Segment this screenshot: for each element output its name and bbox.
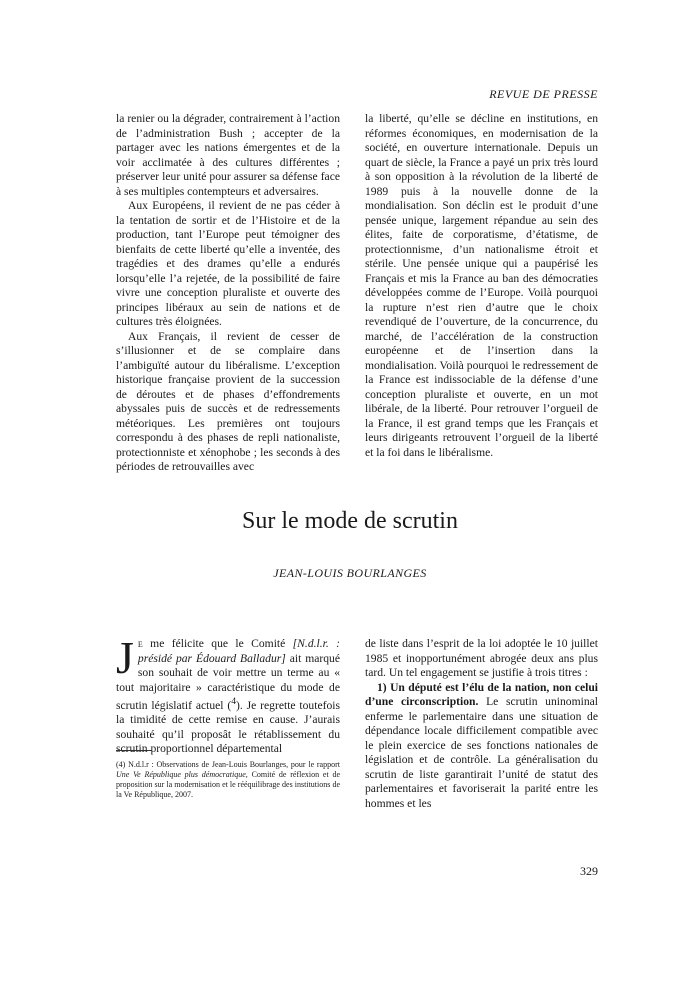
paragraph: la liberté, qu’elle se décline en institutions, en réformes économiques, en modernisation de la société, en ouverture internationale. Depuis un quart de siècle, la France a payé un prix très lourd à son opposition à la révolution de la liberté de 1989 puis à la nouvelle donne de la mondialisation. Son déclin est le produit d’une pensée unique, largement répandue au sein des élites, faite de corporatisme, d’étatisme, de protectionnisme, d’un nationalisme étroit et stérile. Une pensée unique qui a paupérisé les Français et mis la France au ban des démocraties développées comme de l’Europe. Voilà pourquoi la rupture n’est rien d’autre que le choix revendiqué de l’ouverture, de la concurrence, du marché, de l’accélération de la construction européenne et de l’insertion dans la mondialisation. Voilà pourquoi le redressement de la France est indissociable de la défense d’une conception pluraliste et ouverte, en un mot libérale, de la liberté. Pour retrouver l’orgueil de la France, il est grand temps que les Français et leurs dirigeants retrouvent l’orgueil de la liberté et la foi dans le libéralisme. xyxy=(365,112,598,459)
running-header: REVUE DE PRESSE xyxy=(489,87,598,101)
footnote-divider xyxy=(116,750,152,751)
continued-article-left-column xyxy=(116,112,340,475)
intro-text-1: me félicite que le Comité xyxy=(142,637,293,650)
drop-cap: J xyxy=(116,632,134,683)
article-left-column xyxy=(116,632,340,757)
footnote-rest: , Comité de réflexion et de proposition sur la modernisation et le rééquilibrage des institutions de la Ve République, 2007. xyxy=(116,770,341,799)
footnote-label: (4) N.d.l.r : Observations de Jean-Louis Bourlanges, pour le rapport xyxy=(116,760,340,769)
intro-paragraph xyxy=(116,632,340,757)
paragraph: Aux Européens, il revient de ne pas céder à la tentation de sortir et de l’Histoire et de la production, tant l’Europe peut témoigner des bienfaits de cette liberté qu’elle a inventée, des tragédies et des drames qu’elle a endurés lorsqu’elle l’a rejetée, de la possibilité de faire vivre une conception pluraliste et ouverte des principes libéraux au sein de nations et de cultures très éloignées. xyxy=(116,199,340,328)
continued-article-right-column xyxy=(365,112,598,460)
intro-text-2: ait marqué son souhait de voir mettre un terme au « tout majoritaire » caractéristique du mode de scrutin législatif actuel ( xyxy=(116,651,340,712)
paragraph: la renier ou la dégrader, contrairement à l’action de l’administration Bush ; accepter de la partager avec les nations émergentes et de la voir acclimatée à des cultures différentes ; préserver leur unité pour assurer sa défense face à ses multiples contempteurs et adversaires. xyxy=(116,112,340,198)
point-paragraph xyxy=(365,681,598,812)
point-heading: 1) Un député est l’élu de la nation, non celui d’une circonscription. xyxy=(365,680,598,708)
paragraph: Aux Français, il revient de cesser de s’illusionner et de se complaire dans l’ambiguïté autour du libéralisme. L’exception historique française provient de la succession de déroutes et de phases d’effondrements abyssales puis de succès et de redressements météoriques. Les premières ont toujours correspondu à des phases de repli nationaliste, protectionniste et xénophobe ; les seconds à des périodes de retrouvailles avec xyxy=(116,329,340,473)
first-word-rest: e xyxy=(137,637,143,650)
footnote xyxy=(116,760,340,800)
point-text: Le scrutin uninominal enferme le parlementaire dans une situation de dépendance locale difficilement compatible avec le plein exercice de ses fonctions nationales de législation et de contrôle. La généralisation du scrutin de liste garantirait l’unité de statut des parlementaires et favoriserait la parité entre les hommes et les xyxy=(365,695,598,810)
article-author: JEAN-LOUIS BOURLANGES xyxy=(273,566,427,580)
footnote-ref: 4 xyxy=(231,696,237,707)
article-right-column xyxy=(365,637,598,811)
page-number: 329 xyxy=(580,864,598,878)
article-title: Sur le mode de scrutin xyxy=(242,508,458,534)
editor-note: [N.d.l.r. : présidé par Édouard Balladur] xyxy=(137,637,340,665)
footnote-report-title: Une Ve République plus démocratique xyxy=(116,770,246,779)
intro-text-3: ). Je regrette toutefois la timidité de cette remise en cause. J’aurais souhaité qu’il proposât le rétablissement du scrutin proportionnel départemental xyxy=(116,698,340,756)
paragraph: de liste dans l’esprit de la loi adoptée le 10 juillet 1985 et inopportunément abrogée deux ans plus tard. Un tel engagement se justifie à trois titres : xyxy=(365,637,598,679)
